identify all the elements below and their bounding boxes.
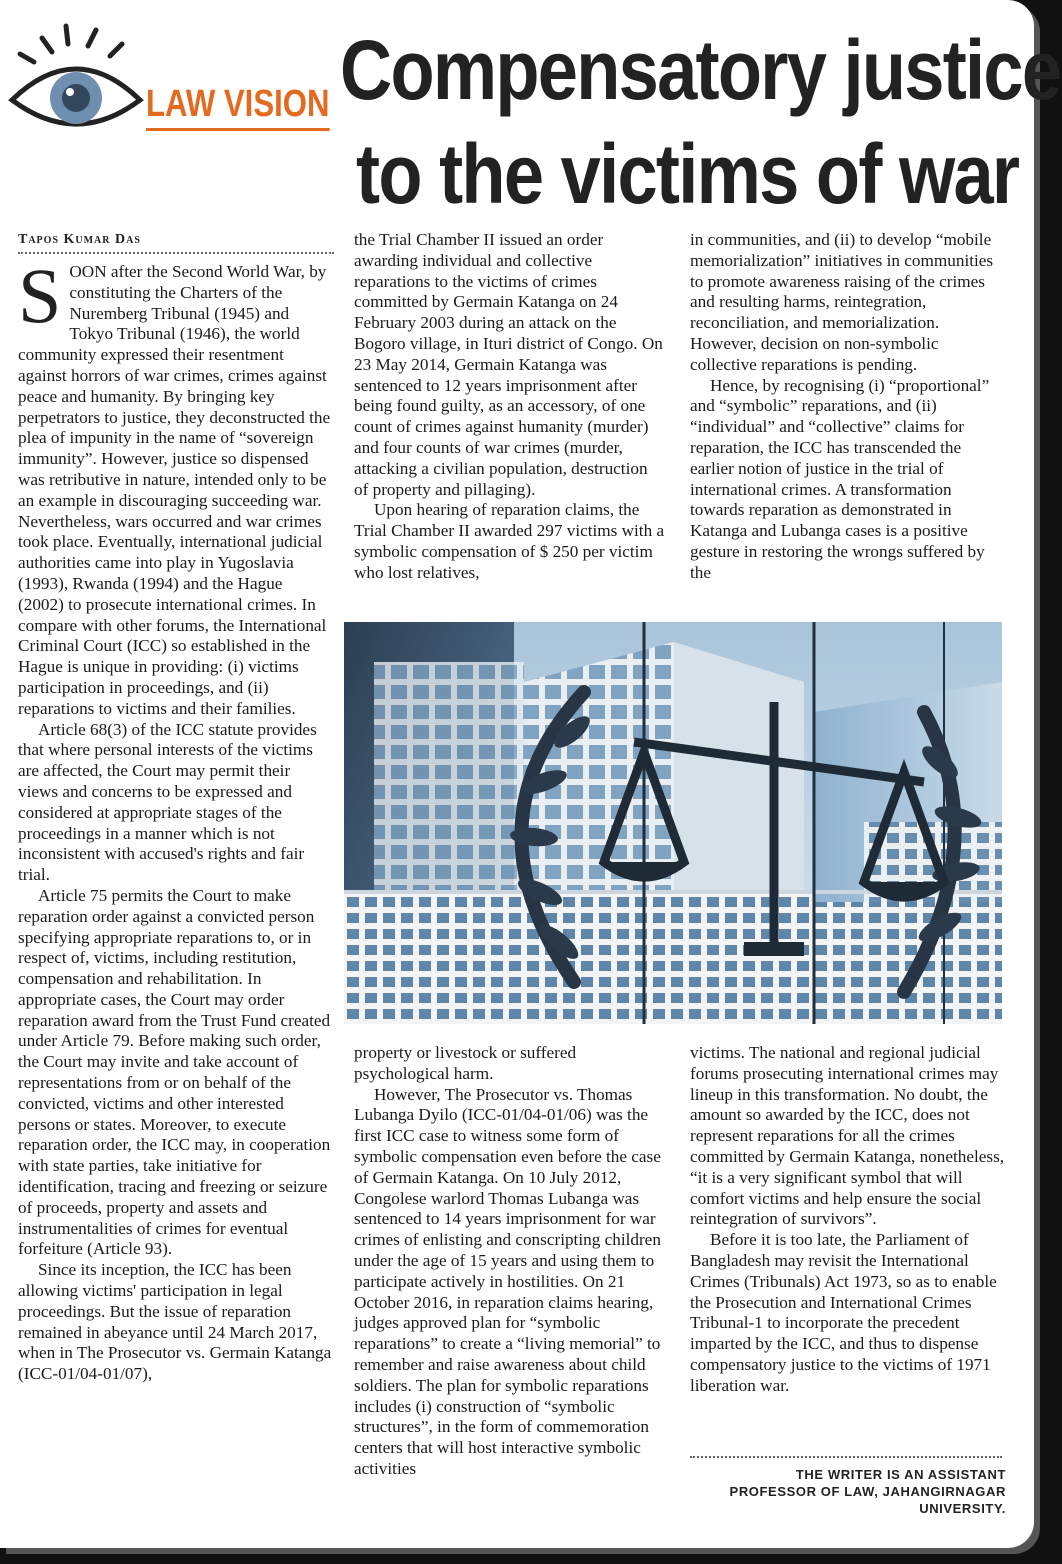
paragraph: in communities, and (ii) to develop “mobile memorialization” initiatives in communities to promote awareness raising of the crimes and resulting harms, reintegration, reconciliation, and memorialization. However, decision on non-symbolic collective reparations is pending.: [690, 230, 994, 374]
signature-divider: [690, 1456, 1002, 1458]
eye-icon: [6, 20, 156, 130]
paragraph: Article 75 permits the Court to make reparation order against a convicted person specifying appropriate reparations to, or in respect of, victims, including restitution, compensation and rehabilitation. In appropriate cases, the Court may order reparation award from the Trust Fund created under Article 79. Before making such order, the Court may invite and take account of representations from or on behalf of the convicted, victims and other interested persons or states. Moreover, to execute reparation order, the ICC may, in cooperation with state parties, take initiative for identification, tracing and freezing or seizure of proceeds, property and assets and instrumentalities of crimes for eventual forfeiture (Article 93).: [18, 885, 331, 1259]
byline: Tapos Kumar Das: [18, 232, 334, 254]
headline: [340, 18, 1061, 226]
paragraph: [18, 252, 332, 720]
column-2-bottom: [354, 1043, 666, 1480]
paragraph: Article 68(3) of the ICC statute provides that where personal interests of the victims are affected, the Court may permit their views and concerns to be expressed and considered at appropriate stages of the proceedings in a manner which is not inconsistent with accused's rights and fair trial.: [18, 719, 317, 885]
paragraph: victims. The national and regional judicial forums prosecuting international crimes may lineup in this transformation. No doubt, the amount so awarded by the ICC, does not represent reparations for all the crimes committed by Germain Katanga, nonetheless, “it is a very significant symbol that will comfort victims and help ensure the social reintegration of survivors”.: [690, 1043, 1005, 1229]
paragraph: property or livestock or suffered psychological harm.: [354, 1043, 577, 1083]
paragraph: Since its inception, the ICC has been allowing victims' participation in legal proceedings. But the issue of reparation remained in abeyance until 24 March 2017, when in The Prosecutor vs. Germain Katanga (ICC-01/04-01/07),: [18, 1260, 332, 1384]
author-note-line: THE WRITER IS AN ASSISTANT: [795, 1467, 1006, 1482]
column-1: [18, 252, 332, 1385]
paragraph: Upon hearing of reparation claims, the Trial Chamber II awarded 297 victims with a symbolic compensation of $ 250 per victim who lost relatives,: [354, 500, 665, 582]
icc-building-photo: [344, 622, 1002, 1024]
paragraph: However, The Prosecutor vs. Thomas Lubanga Dyilo (ICC-01/04-01/06) was the first ICC case to witness some form of symbolic compensation even before the case of Germain Katanga. On 10 July 2012, Congolese warlord Thomas Lubanga was sentenced to 14 years imprisonment for war crimes of enlisting and conscripting children under the age of 15 years and using them to participate actively in hostilities. On 21 October 2016, in reparation claims hearing, judges approved plan for “symbolic reparations” to create a “living memorial” to remember and raise awareness about child soldiers. The plan for symbolic reparations includes (i) construction of “symbolic structures”, in the form of commemoration centers that will host interactive symbolic activities: [354, 1084, 661, 1478]
law-vision-logo: [6, 20, 330, 130]
author-note-line: PROFESSOR OF LAW, JAHANGIRNAGAR: [729, 1484, 1006, 1499]
paragraph: Before it is too late, the Parliament of Bangladesh may revisit the International Crimes (Tribunals) Act 1973, so as to enable the Prosecution and International Crimes Tribunal-1 to incorporate the precedent imparted by the ICC, and thus to dispense compensatory justice to the victims of 1971 liberation war.: [690, 1230, 997, 1395]
paragraph: Hence, by recognising (i) “proportional” and “symbolic” reparations, and (ii) “individual” and “collective” claims for reparation, the ICC has transcended the earlier notion of justice in the trial of international crimes. A transformation towards reparation as demonstrated in Katanga and Lubanga cases is a positive gesture in restoring the wrongs suffered by the: [690, 375, 990, 582]
column-3-top: [690, 230, 1006, 584]
headline-line-1: Compensatory justice: [340, 23, 1061, 117]
drop-cap: S: [18, 252, 62, 339]
author-note-line: UNIVERSITY.: [919, 1501, 1006, 1516]
author-note: [690, 1466, 1006, 1517]
logo-text: LAW VISION: [146, 80, 330, 131]
paragraph: the Trial Chamber II issued an order awarding individual and collective reparations to the victims of crimes committed by Germain Katanga on 24 February 2003 during an attack on the Bogoro village, in Ituri district of Congo. On 23 May 2014, Germain Katanga was sentenced to 12 years imprisonment after being found guilty, as an accessory, of one count of crimes against humanity (murder) and four counts of war crimes (murder, attacking a civilian population, destruction of property and pillaging).: [354, 230, 663, 499]
column-3-bottom: [690, 1043, 1006, 1397]
column-2-top: [354, 230, 666, 584]
icc-building-illustration: [344, 622, 1002, 1024]
paragraph-text: OON after the Second World War, by constituting the Charters of the Nuremberg Tribunal (1945) and Tokyo Tribunal (1946), the world community expressed their resentment against horrors of war crimes, crimes against peace and humanity. By bringing key perpetrators to justice, they deconstructed the plea of impunity in the name of “sovereign immunity”. However, justice so dispensed was retributive in nature, intended only to be an example in discouraging succeeding war. Nevertheless, wars occurred and war crimes took place. Eventually, international judicial authorities came into play in Yugoslavia (1993), Rwanda (1994) and the Hague (2002) to prosecute international crimes. In compare with other forums, the International Criminal Court (ICC) so established in the Hague is unique in providing: (i) victims participation in proceedings, and (ii) reparations to victims and their families.: [18, 262, 331, 718]
headline-line-2: to the victims of war: [356, 127, 1019, 221]
